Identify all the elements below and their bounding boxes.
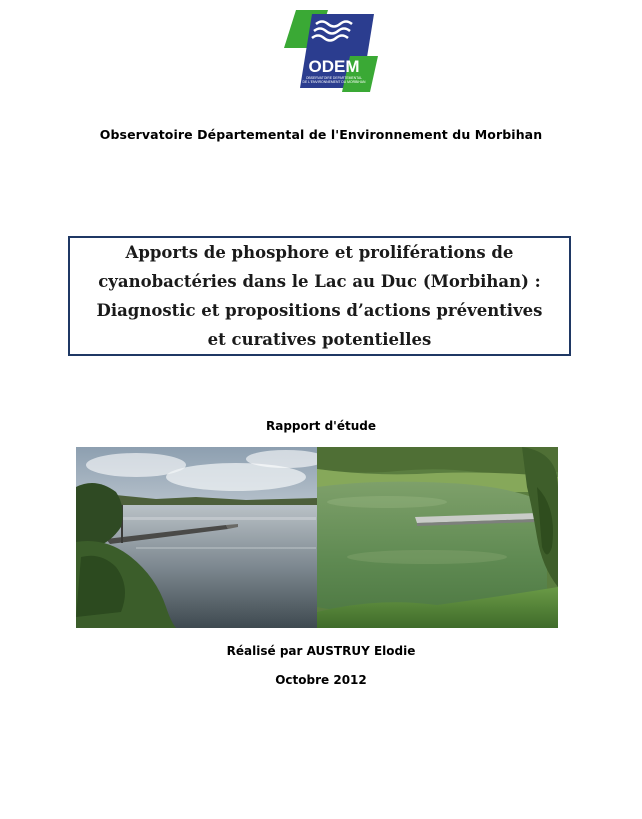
organization-name: Observatoire Départemental de l'Environnement du Morbihan (99, 127, 543, 142)
report-title: Apports de phosphore et proliférations de cyanobactéries dans le Lac au Duc (Morbihan) : Diagnostic et propositions d’actions préventives et curatives potentielles (96, 243, 543, 349)
svg-text:DE L'ENVIRONNEMENT DU MORBIHAN: DE L'ENVIRONNEMENT DU MORBIHAN (302, 80, 366, 84)
svg-text:ODEM: ODEM (308, 57, 360, 76)
odem-logo (282, 8, 382, 92)
photo-strip-graphic (76, 447, 558, 628)
author: Réalisé par AUSTRUY Elodie (226, 644, 416, 658)
title-box (68, 236, 571, 356)
report-date: Octobre 2012 (275, 673, 367, 687)
lake-photo-cyanobacteria-bloom (317, 447, 558, 628)
photo-strip (76, 447, 558, 628)
odem-logo-graphic (282, 8, 382, 92)
lake-photo-clear-water (76, 447, 326, 628)
svg-text:OBSERVATOIRE DEPARTEMENTAL: OBSERVATOIRE DEPARTEMENTAL (305, 76, 363, 80)
report-type: Rapport d'étude (265, 419, 376, 433)
